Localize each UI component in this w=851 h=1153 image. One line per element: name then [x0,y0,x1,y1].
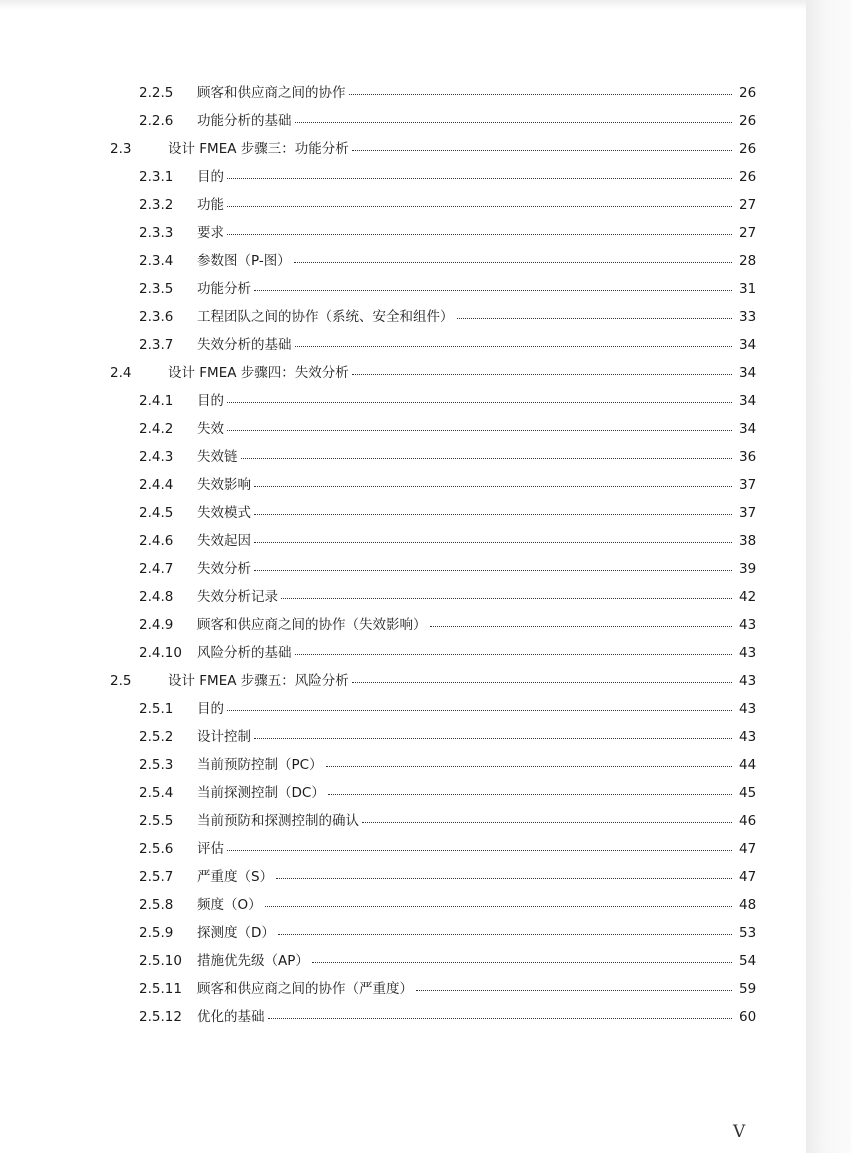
toc-entry-page: 45 [739,785,757,801]
toc-entry-number: 2.2.6 [139,113,174,129]
toc-entry-page: 43 [739,617,757,633]
toc-entry [0,947,806,975]
toc-entry-page: 53 [739,925,757,941]
toc-entry [0,891,806,919]
toc-entry-title: 要求 [197,219,226,247]
toc-entry-number: 2.4.8 [139,589,174,605]
toc-entry-title: 顾客和供应商之间的协作（失效影响） [197,611,429,639]
toc-entry-page: 60 [739,1009,757,1025]
toc-entry-page: 48 [739,897,757,913]
toc-entry-page: 36 [739,449,757,465]
toc-entry-title: 工程团队之间的协作（系统、安全和组件） [197,303,456,331]
toc-entry [0,135,806,163]
toc-dot-leader [278,934,732,935]
toc-dot-leader [295,122,732,123]
toc-entry-page: 43 [739,645,757,661]
toc-entry-page: 54 [739,953,757,969]
toc-entry [0,751,806,779]
toc-entry-number: 2.5.4 [139,785,174,801]
toc-entry-page: 46 [739,813,757,829]
toc-entry [0,191,806,219]
toc-dot-leader [254,542,732,543]
toc-entry-number: 2.4.9 [139,617,174,633]
toc-entry-title: 失效模式 [197,499,253,527]
toc-entry-page: 27 [739,197,757,213]
toc-entry-number: 2.3 [110,141,132,157]
toc-entry-title: 当前预防控制（PC） [197,751,325,779]
toc-entry-title: 失效 [197,415,226,443]
toc-entry [0,499,806,527]
toc-entry-title: 目的 [197,695,226,723]
toc-entry-title: 顾客和供应商之间的协作 [197,79,348,107]
toc-entry-page: 34 [739,393,757,409]
toc-dot-leader [294,262,732,263]
toc-entry-number: 2.3.3 [139,225,174,241]
toc-entry [0,611,806,639]
toc-dot-leader [295,346,732,347]
toc-entry-page: 43 [739,701,757,717]
toc-entry-number: 2.5.7 [139,869,174,885]
toc-dot-leader [254,514,732,515]
toc-entry-page: 47 [739,869,757,885]
toc-entry [0,331,806,359]
toc-entry-page: 26 [739,113,757,129]
toc-entry-number: 2.3.2 [139,197,174,213]
toc-entry-title: 风险分析的基础 [197,639,294,667]
toc-entry-number: 2.4 [110,365,132,381]
toc-entry-page: 37 [739,477,757,493]
toc-entry [0,275,806,303]
toc-entry-title: 设计 FMEA 步骤五：风险分析 [168,667,351,695]
toc-entry-title: 目的 [197,387,226,415]
toc-entry-title: 失效影响 [197,471,253,499]
toc-entry-page: 44 [739,757,757,773]
toc-entry-number: 2.4.7 [139,561,174,577]
toc-entry-number: 2.3.1 [139,169,174,185]
toc-entry-page: 59 [739,981,757,997]
toc-dot-leader [227,206,732,207]
toc-entry-page: 26 [739,141,757,157]
toc-dot-leader [352,150,732,151]
toc-entry-title: 失效链 [197,443,240,471]
toc-entry-number: 2.4.2 [139,421,174,437]
toc-dot-leader [430,626,732,627]
toc-entry-number: 2.4.1 [139,393,174,409]
toc-entry [0,471,806,499]
toc-dot-leader [349,94,732,95]
toc-entry-title: 设计 FMEA 步骤三：功能分析 [168,135,351,163]
toc-entry [0,863,806,891]
toc-dot-leader [281,598,732,599]
toc-entry [0,359,806,387]
table-of-contents [0,79,806,1031]
toc-entry-number: 2.5.8 [139,897,174,913]
toc-entry-page: 34 [739,421,757,437]
toc-entry [0,919,806,947]
toc-dot-leader [328,794,732,795]
toc-entry-number: 2.5.1 [139,701,174,717]
toc-entry-number: 2.4.6 [139,533,174,549]
toc-entry [0,779,806,807]
toc-entry-number: 2.5.3 [139,757,174,773]
toc-entry-page: 26 [739,169,757,185]
toc-entry-page: 31 [739,281,757,297]
toc-dot-leader [254,738,732,739]
toc-entry-number: 2.5 [110,673,132,689]
toc-dot-leader [268,1018,732,1019]
toc-dot-leader [265,906,732,907]
toc-dot-leader [227,178,732,179]
toc-entry [0,107,806,135]
toc-entry-title: 评估 [197,835,226,863]
toc-dot-leader [352,374,732,375]
toc-entry [0,835,806,863]
toc-entry-page: 27 [739,225,757,241]
toc-entry-number: 2.5.6 [139,841,174,857]
toc-dot-leader [295,654,732,655]
toc-entry-title: 优化的基础 [197,1003,267,1031]
toc-entry-number: 2.5.12 [139,1009,182,1025]
toc-entry-number: 2.5.5 [139,813,174,829]
toc-entry-title: 频度（O） [197,891,264,919]
toc-dot-leader [362,822,732,823]
toc-dot-leader [352,682,732,683]
toc-entry-number: 2.5.9 [139,925,174,941]
toc-entry-title: 失效分析 [197,555,253,583]
toc-entry-number: 2.2.5 [139,85,174,101]
toc-entry [0,443,806,471]
toc-entry [0,975,806,1003]
toc-entry [0,667,806,695]
toc-dot-leader [227,430,732,431]
toc-dot-leader [457,318,732,319]
toc-entry-title: 功能分析的基础 [197,107,294,135]
toc-dot-leader [241,458,732,459]
toc-entry-title: 当前探测控制（DC） [197,779,327,807]
toc-entry-number: 2.4.4 [139,477,174,493]
toc-entry-page: 26 [739,85,757,101]
toc-entry [0,79,806,107]
toc-entry-number: 2.3.4 [139,253,174,269]
toc-dot-leader [227,850,732,851]
toc-entry [0,387,806,415]
scan-right-edge [806,0,851,1153]
toc-entry [0,303,806,331]
toc-entry [0,555,806,583]
toc-entry-title: 功能 [197,191,226,219]
toc-entry [0,163,806,191]
toc-entry-title: 探测度（D） [197,919,277,947]
toc-dot-leader [254,290,732,291]
toc-entry-title: 失效分析记录 [197,583,280,611]
toc-entry [0,1003,806,1031]
toc-entry-title: 失效起因 [197,527,253,555]
toc-entry-title: 目的 [197,163,226,191]
toc-entry-number: 2.5.11 [139,981,182,997]
toc-entry-page: 43 [739,673,757,689]
toc-entry-title: 设计控制 [197,723,253,751]
toc-entry-page: 47 [739,841,757,857]
toc-entry-page: 43 [739,729,757,745]
toc-dot-leader [416,990,732,991]
toc-entry-title: 设计 FMEA 步骤四：失效分析 [168,359,351,387]
toc-entry-title: 严重度（S） [197,863,275,891]
toc-dot-leader [254,486,732,487]
toc-entry-page: 39 [739,561,757,577]
toc-dot-leader [227,234,732,235]
scan-top-edge [0,0,806,10]
toc-entry [0,527,806,555]
toc-dot-leader [227,402,732,403]
toc-entry-title: 功能分析 [197,275,253,303]
toc-entry-page: 33 [739,309,757,325]
toc-entry-number: 2.4.10 [139,645,182,661]
toc-dot-leader [254,570,732,571]
toc-entry [0,583,806,611]
toc-dot-leader [326,766,732,767]
toc-entry-title: 失效分析的基础 [197,331,294,359]
toc-entry [0,807,806,835]
toc-entry [0,723,806,751]
toc-entry-number: 2.3.5 [139,281,174,297]
toc-entry [0,247,806,275]
toc-entry-title: 措施优先级（AP） [197,947,311,975]
toc-entry-title: 参数图（P-图） [197,247,293,275]
toc-entry-page: 34 [739,365,757,381]
toc-entry-title: 当前预防和探测控制的确认 [197,807,361,835]
toc-dot-leader [312,962,732,963]
toc-dot-leader [276,878,732,879]
toc-entry-number: 2.3.6 [139,309,174,325]
toc-entry-title: 顾客和供应商之间的协作（严重度） [197,975,415,1003]
toc-entry-number: 2.4.5 [139,505,174,521]
toc-entry-page: 38 [739,533,757,549]
toc-entry [0,415,806,443]
toc-entry [0,695,806,723]
toc-entry-number: 2.5.2 [139,729,174,745]
page-number: V [733,1122,746,1142]
toc-dot-leader [227,710,732,711]
toc-entry-number: 2.4.3 [139,449,174,465]
toc-entry-page: 42 [739,589,757,605]
toc-entry [0,219,806,247]
toc-entry-page: 37 [739,505,757,521]
toc-entry-page: 34 [739,337,757,353]
toc-entry-number: 2.3.7 [139,337,174,353]
toc-entry [0,639,806,667]
toc-entry-page: 28 [739,253,757,269]
toc-entry-number: 2.5.10 [139,953,182,969]
